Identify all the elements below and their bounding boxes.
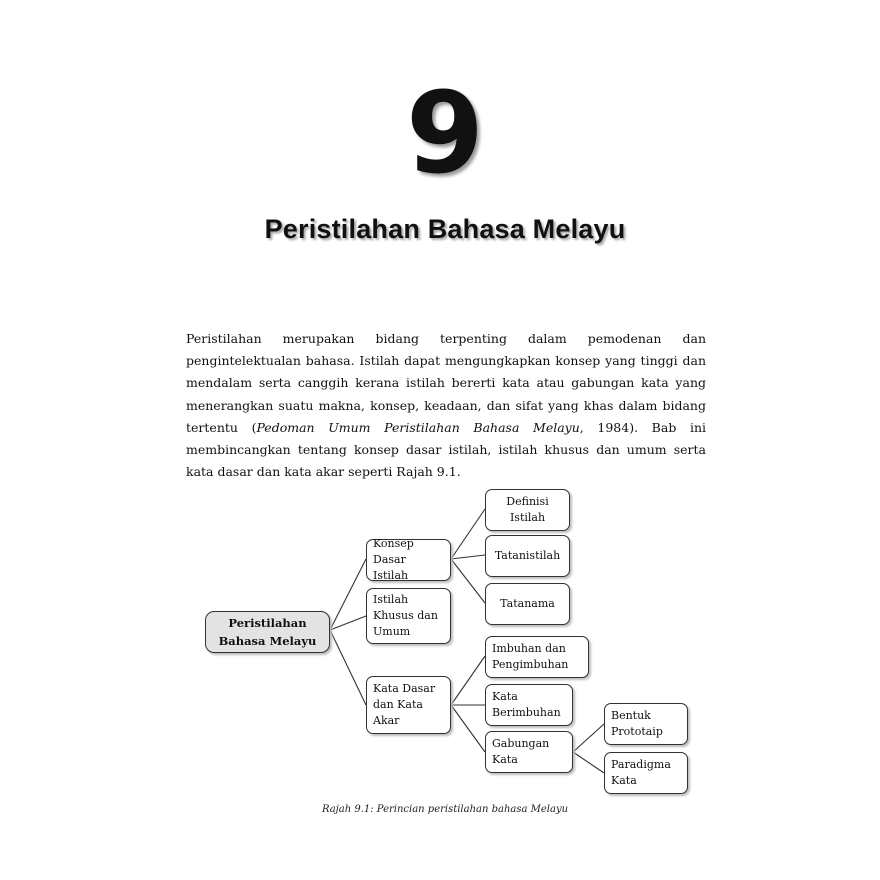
node-definisi-istilah: [485, 489, 570, 531]
figure-caption: Rajah 9.1: Perincian peristilahan bahasa Melayu: [321, 804, 569, 815]
node-label: Imbuhan dan Pengimbuhan: [492, 642, 569, 671]
connector-root-khusus: [330, 616, 366, 630]
node-label: Gabungan Kata: [492, 737, 550, 766]
node-label: Kata Dasar dan Kata Akar: [373, 682, 436, 727]
node-bentuk-prototaip: [604, 703, 688, 745]
node-imbuhan-dan-pengimbuhan: [485, 636, 589, 678]
node-paradigma-kata: [604, 752, 688, 794]
node-label: Bentuk Prototaip: [611, 709, 663, 738]
node-label: Tatanama: [500, 597, 555, 610]
node-label: Konsep Dasar Istilah: [373, 537, 414, 582]
node-gabungan-kata: [485, 731, 573, 773]
node-istilah-khusus-dan-umum: [366, 588, 451, 644]
node-label: Tatanistilah: [494, 549, 561, 562]
node-konsep-dasar-istilah: [366, 539, 451, 581]
chapter-title: Peristilahan Bahasa Melayu: [264, 214, 626, 244]
connector-root-konsep: [330, 559, 366, 630]
node-kata-dasar-dan-kata-akar: [366, 676, 451, 734]
connector-konsep-tatanistilah: [451, 555, 485, 559]
connector-root-katadasar: [330, 630, 366, 705]
node-label: Definisi Istilah: [506, 495, 549, 524]
node-tatanistilah: [485, 535, 570, 577]
node-label: Paradigma Kata: [611, 758, 671, 787]
intro-citation: Pedoman Umum Peristilahan Bahasa Melayu: [256, 419, 580, 435]
connector-gabungan-paradigma: [573, 752, 604, 773]
connector-katadasar-imbuhan: [451, 656, 485, 705]
connector-katadasar-gabungan: [451, 705, 485, 752]
node-label: Peristilahan Bahasa Melayu: [218, 616, 317, 648]
connector-gabungan-bentuk: [573, 724, 604, 752]
node-kata-berimbuhan: [485, 684, 573, 726]
intro-text-part2: , 1984). Bab ini membincangkan tentang konsep dasar istilah, istilah khusus dan umum serta kata dasar dan kata akar seperti Rajah 9.1.: [186, 419, 706, 480]
chapter-number: 9: [406, 69, 484, 199]
connector-konsep-tatanama: [451, 559, 485, 603]
node-tatanama: [485, 583, 570, 625]
intro-text-part1: Peristilahan merupakan bidang terpenting dalam pemodenan dan pengintelektualan bahasa. Istilah dapat mengungkapkan konsep yang tinggi dan mendalam serta canggih kerana istilah bererti kata atau gabungan kata yang menerangkan suatu makna, konsep, keadaan, dan sifat yang khas dalam bidang tertentu (: [186, 331, 706, 435]
connector-konsep-definisi: [451, 509, 485, 559]
node-label: Kata Berimbuhan: [492, 690, 561, 719]
node-label: Istilah Khusus dan Umum: [373, 593, 438, 638]
node-peristilahan-bahasa-melayu: [205, 611, 330, 653]
